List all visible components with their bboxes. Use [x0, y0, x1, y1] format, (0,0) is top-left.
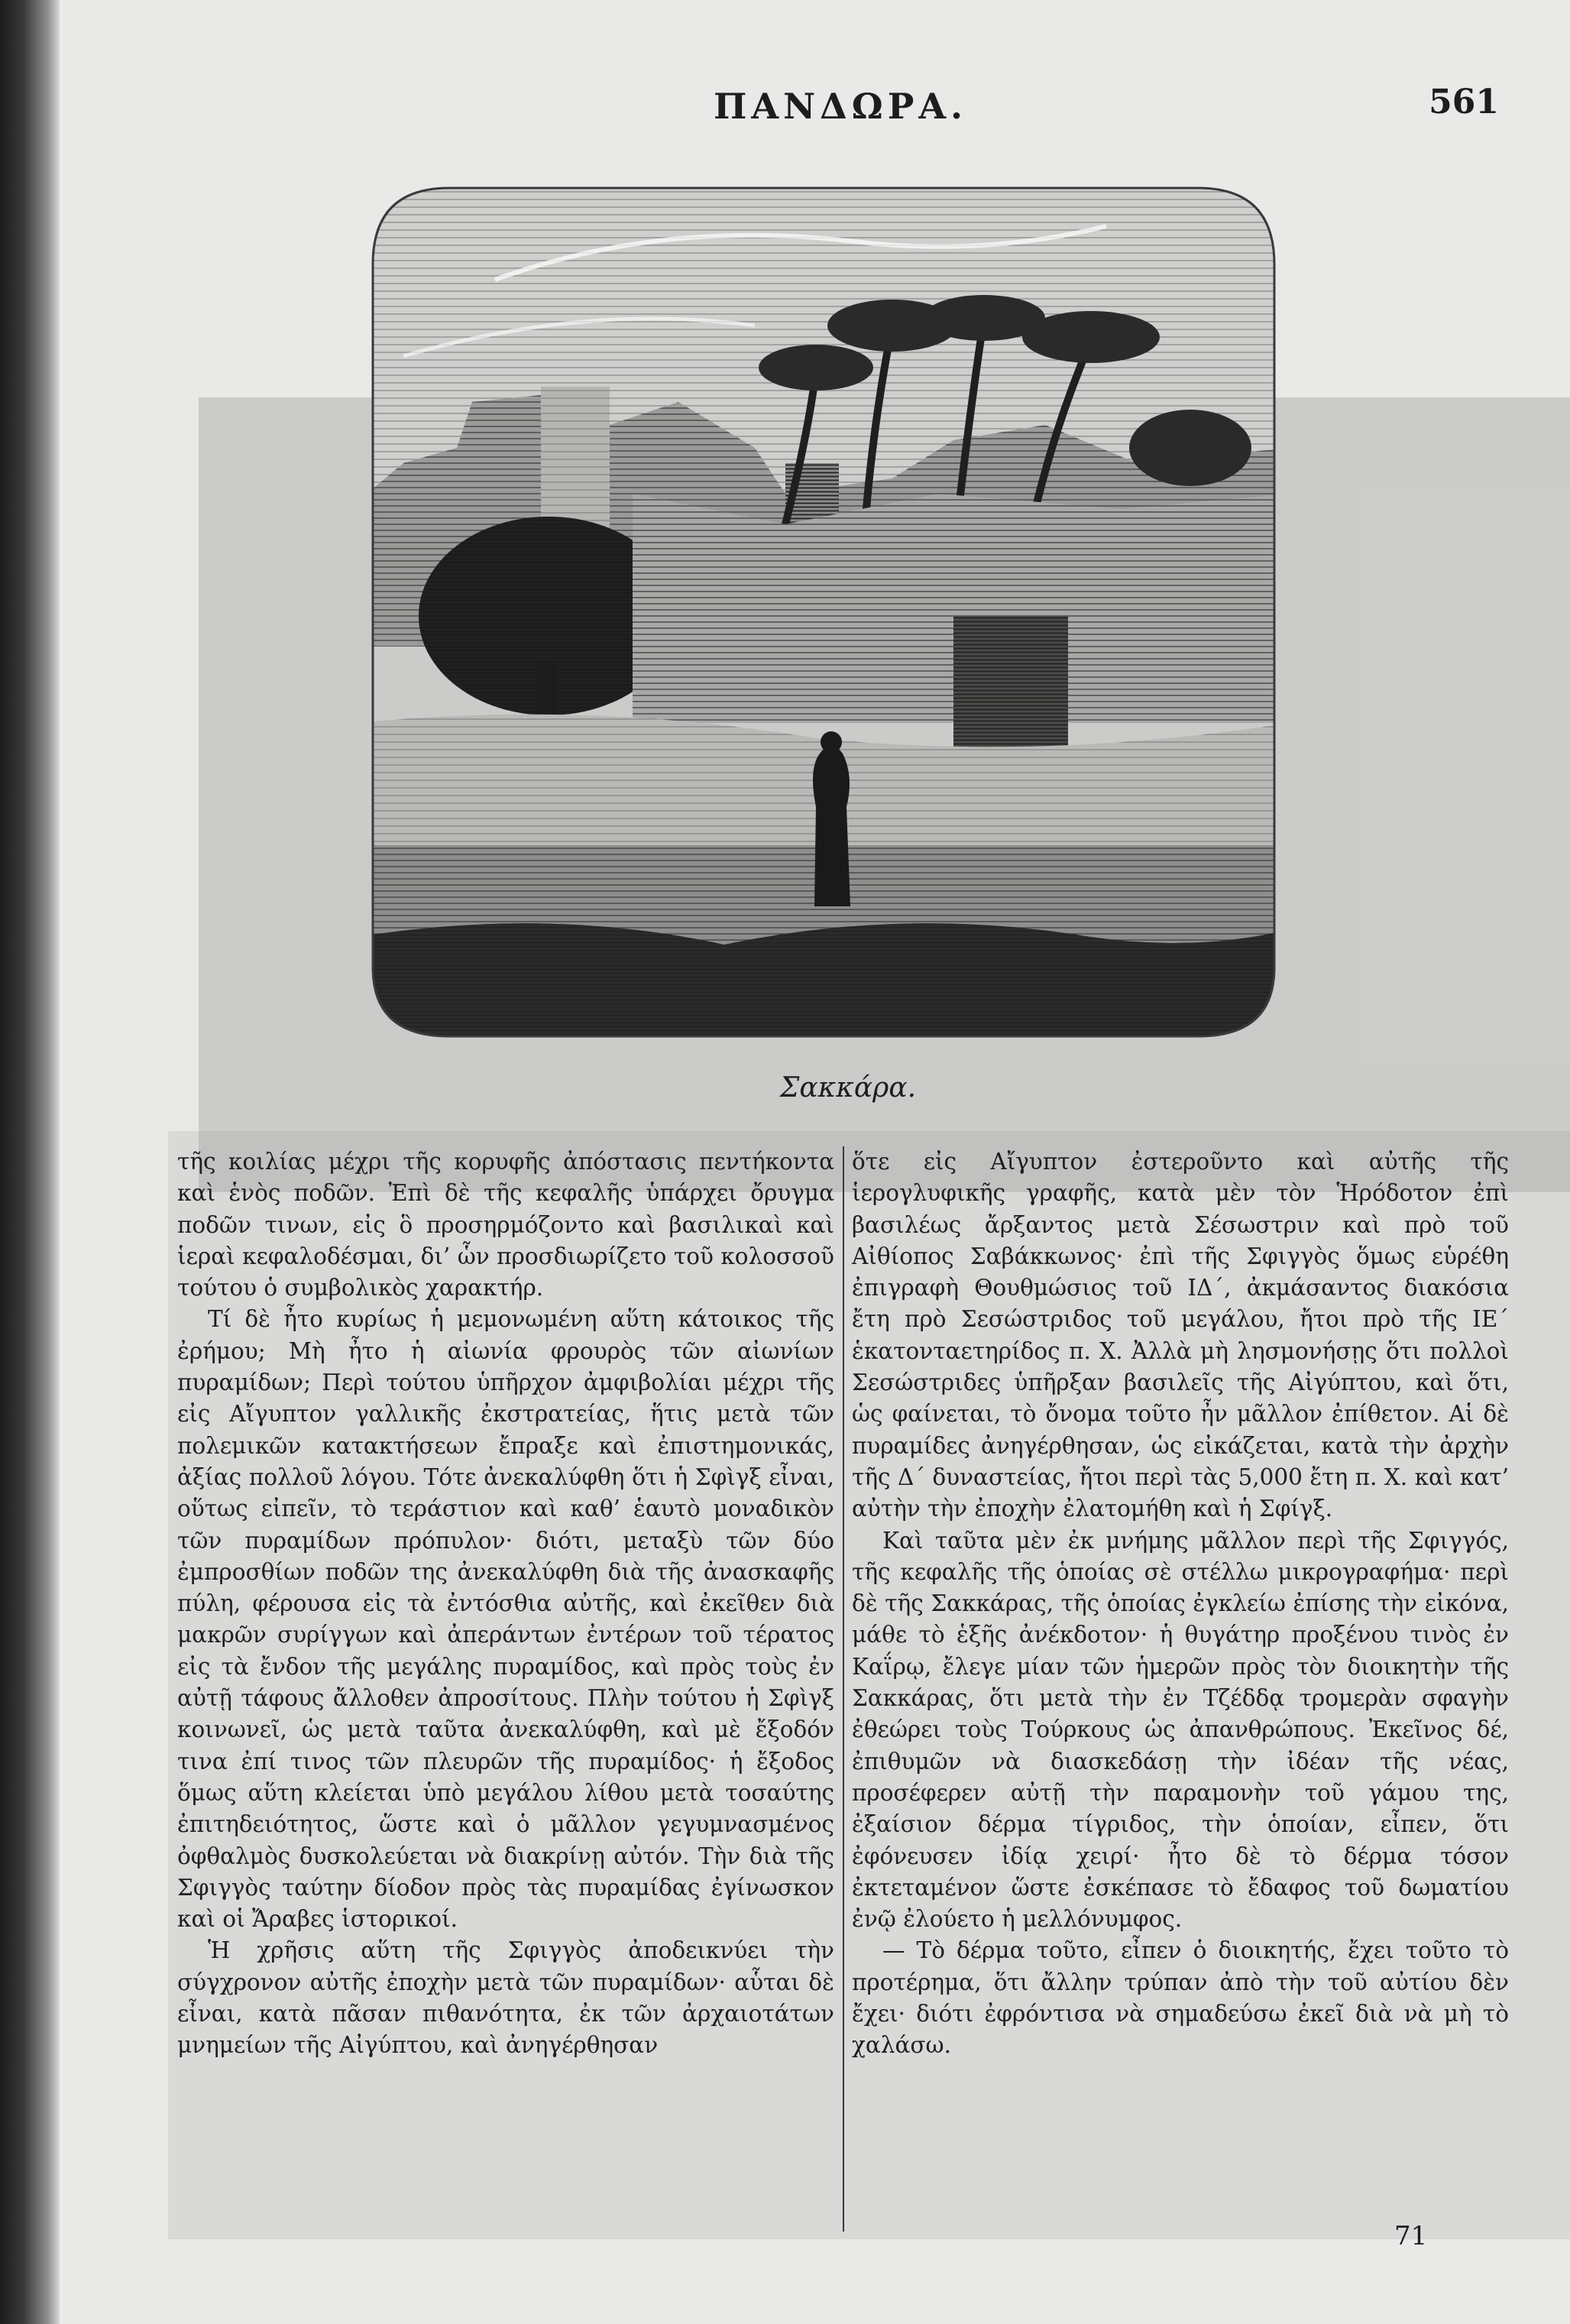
engraving-illustration — [358, 173, 1290, 1052]
running-head: ΠΑΝΔΩΡΑ. — [713, 86, 968, 127]
right-paragraph-1: ὅτε εἰς Αἴγυπτον ἐστεροῦντο καὶ αὐτῆς τῆς ἱερογλυφικῆς γραφῆς, κατὰ μὲν τὸν Ἡρόδοτον ἐπὶ βασιλέως ἄρξαντος μετὰ Σέσωστριν καὶ πρὸ τοῦ Αἰθίοπος Σαβάκκωνος· ἐπὶ τῆς Σφιγγὸς ὅμως εὑρέθη ἐπιγραφὴ Θουθμώσιος τοῦ ΙΔ΄, ἀκμάσαντος διακόσια ἔτη πρὸ Σεσώστριδος τοῦ μεγάλου, ἤτοι πρὸ τῆς ΙΕ΄ ἑκατονταετηρίδος π. Χ. Ἀλλὰ μὴ λησμονήσῃς ὅτι πολλοὶ Σεσώστριδες ὑπῆρξαν βασιλεῖς τῆς Αἰγύπτου, καὶ ὅτι, ὡς φαίνεται, τὸ ὄνομα τοῦτο ἦν μᾶλλον ἐπίθετον. Αἱ δὲ πυραμίδες ἀνηγέρθησαν, ὡς εἰκάζεται, κατὰ τὴν ἀρχὴν τῆς Δ΄ δυναστείας, ἤτοι περὶ τὰς 5,000 ἔτη π. Χ. καὶ κατ’ αὐτὴν τὴν ἐποχὴν ἐλατομήθη καὶ ἡ Σφίγξ. — [852, 1149, 1509, 1522]
column-divider — [843, 1146, 844, 2232]
right-column — [852, 1146, 1509, 2062]
left-paragraph-3: Ἡ χρῆσις αὕτη τῆς Σφιγγὸς ἀποδεικνύει τὴν σύγχρονον αὐτῆς ἐποχὴν μετὰ τῶν πυραμίδων· αὗται δὲ εἶναι, κατὰ πᾶσαν πιθανότητα, ἐκ τῶν ἀρχαιοτάτων μνημείων τῆς Αἰγύπτου, καὶ ἀνηγέρθησαν — [177, 1937, 834, 2059]
signature-mark: 71 — [1394, 2221, 1428, 2251]
book-spine-shadow — [0, 0, 60, 2324]
right-paragraph-2: Καὶ ταῦτα μὲν ἐκ μνήμης μᾶλλον περὶ τῆς Σφιγγός, τῆς κεφαλῆς τῆς ὁποίας σὲ στέλλω μικρογραφήμα· περὶ δὲ τῆς Σακκάρας, τῆς ὁποίας ἐγκλείω ἐπίσης τὴν εἰκόνα, μάθε τὸ ἑξῆς ἀνέκδοτον· ἡ θυγάτηρ προξένου τινὸς ἐν Καΐρῳ, ἔλεγε μίαν τῶν ἡμερῶν πρὸς τὸν διοικητὴν τῆς Σακκάρας, ὅτι μετὰ τὴν ἐν Τζέδδᾳ τρομερὰν σφαγὴν ἐθεώρει τοὺς Τούρκους ὡς ἀπανθρώπους. Ἐκεῖνος δέ, ἐπιθυμῶν νὰ διασκεδάσῃ τὴν ἰδέαν τῆς νέας, προσέφερεν αὐτῇ τὴν παραμονὴν τοῦ γάμου της, ἐξαίσιον δέρμα τίγριδος, τὴν ὁποίαν, εἶπεν, ὅτι ἐφόνευσεν ἰδίᾳ χειρί· ἦτο δὲ τὸ δέρμα τόσον ἐκτεταμένον ὥστε ἐσκέπασε τὸ ἔδαφος τοῦ δωματίου ἐνῷ ἐλούετο ἡ μελλόνυμφος. — [852, 1527, 1509, 1933]
left-paragraph-1: τῆς κοιλίας μέχρι τῆς κορυφῆς ἀπόστασις πεντήκοντα καὶ ἑνὸς ποδῶν. Ἐπὶ δὲ τῆς κεφαλῆς ὑπάρχει ὄρυγμα ποδῶν τινων, εἰς ὃ προσηρμόζοντο καὶ βασιλικαὶ καὶ ἱεραὶ κεφαλοδέσμαι, δι’ ὧν προσδιωρίζετο τοῦ κολοσσοῦ τούτου ὁ συμβολικὸς χαρακτήρ. — [177, 1149, 834, 1301]
left-paragraph-2: Τί δὲ ἦτο κυρίως ἡ μεμονωμένη αὕτη κάτοικος τῆς ἐρήμου; Μὴ ἦτο ἡ αἰωνία φρουρὸς τῶν αἰωνίων πυραμίδων; Περὶ τούτου ὑπῆρχον ἀμφιβολίαι μέχρι τῆς εἰς Αἴγυπτον γαλλικῆς ἐκστρατείας, ἥτις μετὰ τῶν πολεμικῶν κατακτήσεων ἔπραξε καὶ ἐπιστημονικάς, ἀξίας πολλοῦ λόγου. Τότε ἀνεκαλύφθη ὅτι ἡ Σφὶγξ εἶναι, οὕτως εἰπεῖν, τὸ τεράστιον καὶ καθ’ ἑαυτὸ μοναδικὸν τῶν πυραμίδων πρόπυλον· διότι, μεταξὺ τῶν δύο ἐμπροσθίων ποδῶν της ἀνεκαλύφθη διὰ τῆς ἀνασκαφῆς πύλη, φέρουσα εἰς τὰ ἐντόσθια αὐτῆς, καὶ ἐκεῖθεν διὰ μακρῶν συρίγγων καὶ ἀπεράντων ἐντέρων τοῦ τέρατος εἰς τὰ ἔνδον τῆς μεγάλης πυραμίδος, καὶ πρὸς τοὺς ἐν αὐτῇ τάφους ἄλλοθεν ἀπροσίτους. Πλὴν τούτου ἡ Σφὶγξ κοινωνεῖ, ὡς μετὰ ταῦτα ἀνεκαλύφθη, καὶ μὲ ἔξοδόν τινα ἐπί τινος τῶν πλευρῶν τῆς πυραμίδος· ἡ ἔξοδος ὅμως αὕτη κλείεται ὑπὸ μεγάλου λίθου μετὰ τοσαύτης ἐπιτηδειότητος, ὥστε καὶ ὁ μᾶλλον γεγυμνασμένος ὀφθαλμὸς δυσκολεύεται νὰ διακρίνῃ αὐτόν. Τὴν διὰ τῆς Σφιγγὸς ταύτην δίοδον πρὸς τὰς πυραμίδας ἐγίνωσκον καὶ οἱ Ἄραβες ἱστορικοί. — [177, 1306, 834, 1933]
left-column — [177, 1146, 834, 2062]
engraving-svg — [358, 173, 1290, 1052]
figure-caption: Σακκάρα. — [779, 1072, 917, 1104]
page-number: 561 — [1429, 83, 1499, 122]
right-paragraph-3: — Τὸ δέρμα τοῦτο, εἶπεν ὁ διοικητής, ἔχει τοῦτο τὸ προτέρημα, ὅτι ἄλλην τρύπαν ἀπὸ τὴν τοῦ αὐτίου δὲν ἔχει· διότι ἐφρόντισα νὰ σημαδεύσω ἐκεῖ διὰ νὰ μὴ τὸ χαλάσω. — [852, 1937, 1509, 2059]
